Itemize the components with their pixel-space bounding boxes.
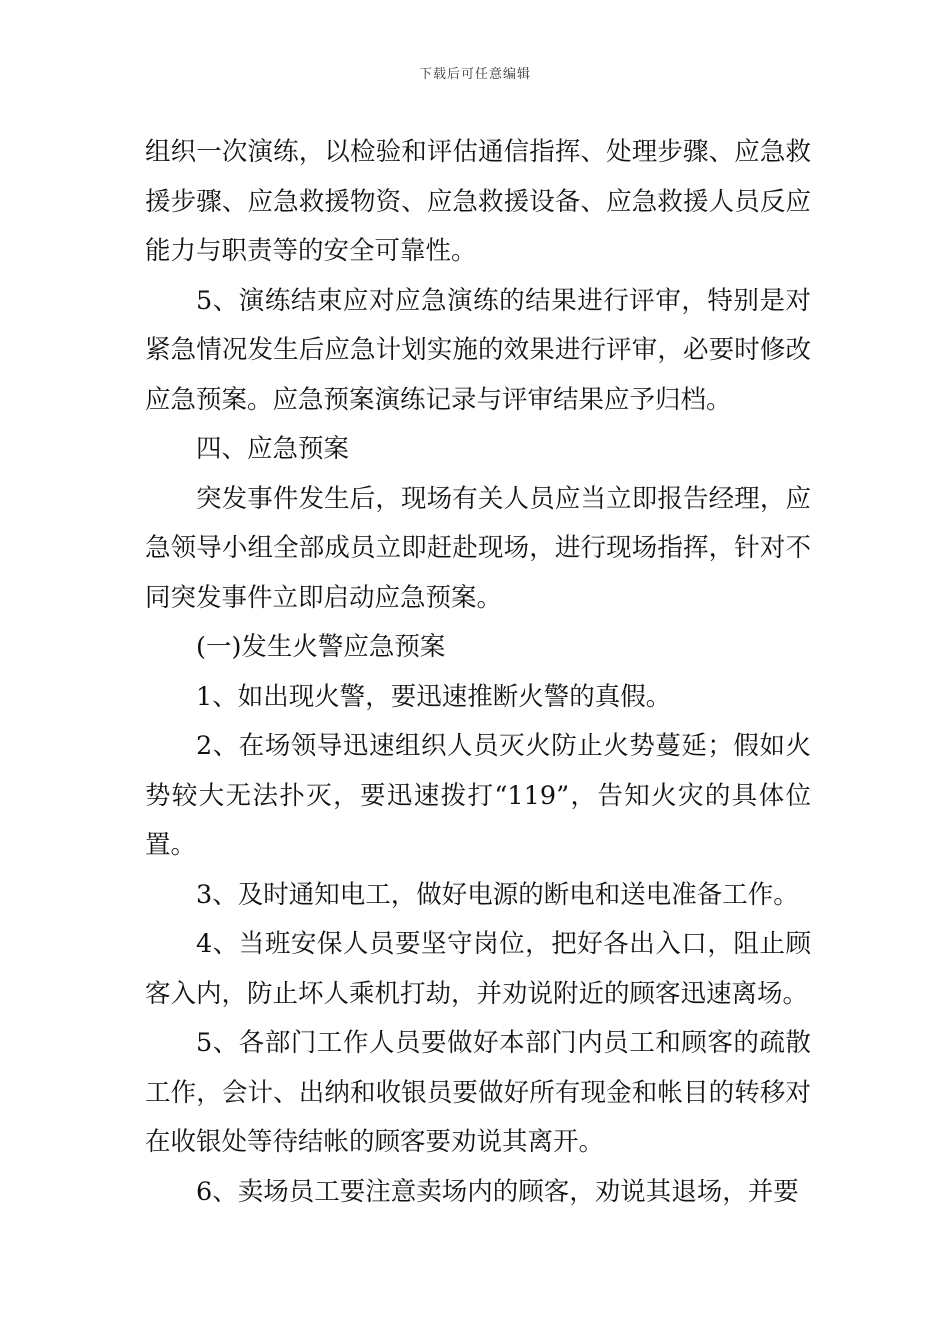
list-item: 2、在场领导迅速组织人员灭火防止火势蔓延；假如火势较大无法扑灭，要迅速拨打“119”，告知火灾的具体位置。 (145, 731, 811, 860)
paragraph: 5、演练结束应对应急演练的结果进行评审，特别是对紧急情况发生后应急计划实施的效果进行评审，必要时修改应急预案。应急预案演练记录与评审结果应予归档。 (145, 285, 811, 415)
paragraph: 突发事件发生后，现场有关人员应当立即报告经理，应急领导小组全部成员立即赶赴现场，进行现场指挥，针对不同突发事件立即启动应急预案。 (145, 483, 811, 613)
subsection-heading: (一)发生火警应急预案 (196, 632, 446, 662)
paragraph: 组织一次演练，以检验和评估通信指挥、处理步骤、应急救援步骤、应急救援物资、应急救援设备、应急救援人员反应能力与职责等的安全可靠性。 (145, 137, 811, 266)
document-body (145, 128, 811, 1217)
list-item: 1、如出现火警，要迅速推断火警的真假。 (196, 681, 672, 712)
list-item: 5、各部门工作人员要做好本部门内员工和顾客的疏散工作，会计、出纳和收银员要做好所有现金和帐目的转移对在收银处等待结帐的顾客要劝说其离开。 (145, 1028, 811, 1157)
list-item: 3、及时通知电工，做好电源的断电和送电准备工作。 (196, 879, 799, 910)
list-item: 4、当班安保人员要坚守岗位，把好各出入口，阻止顾客入内，防止坏人乘机打劫，并劝说附近的顾客迅速离场。 (145, 929, 811, 1009)
header-note: 下载后可任意编辑 (418, 67, 531, 82)
section-heading: 四、应急预案 (196, 434, 350, 464)
list-item: 6、卖场员工要注意卖场内的顾客，劝说其退场，并要 (196, 1176, 799, 1207)
